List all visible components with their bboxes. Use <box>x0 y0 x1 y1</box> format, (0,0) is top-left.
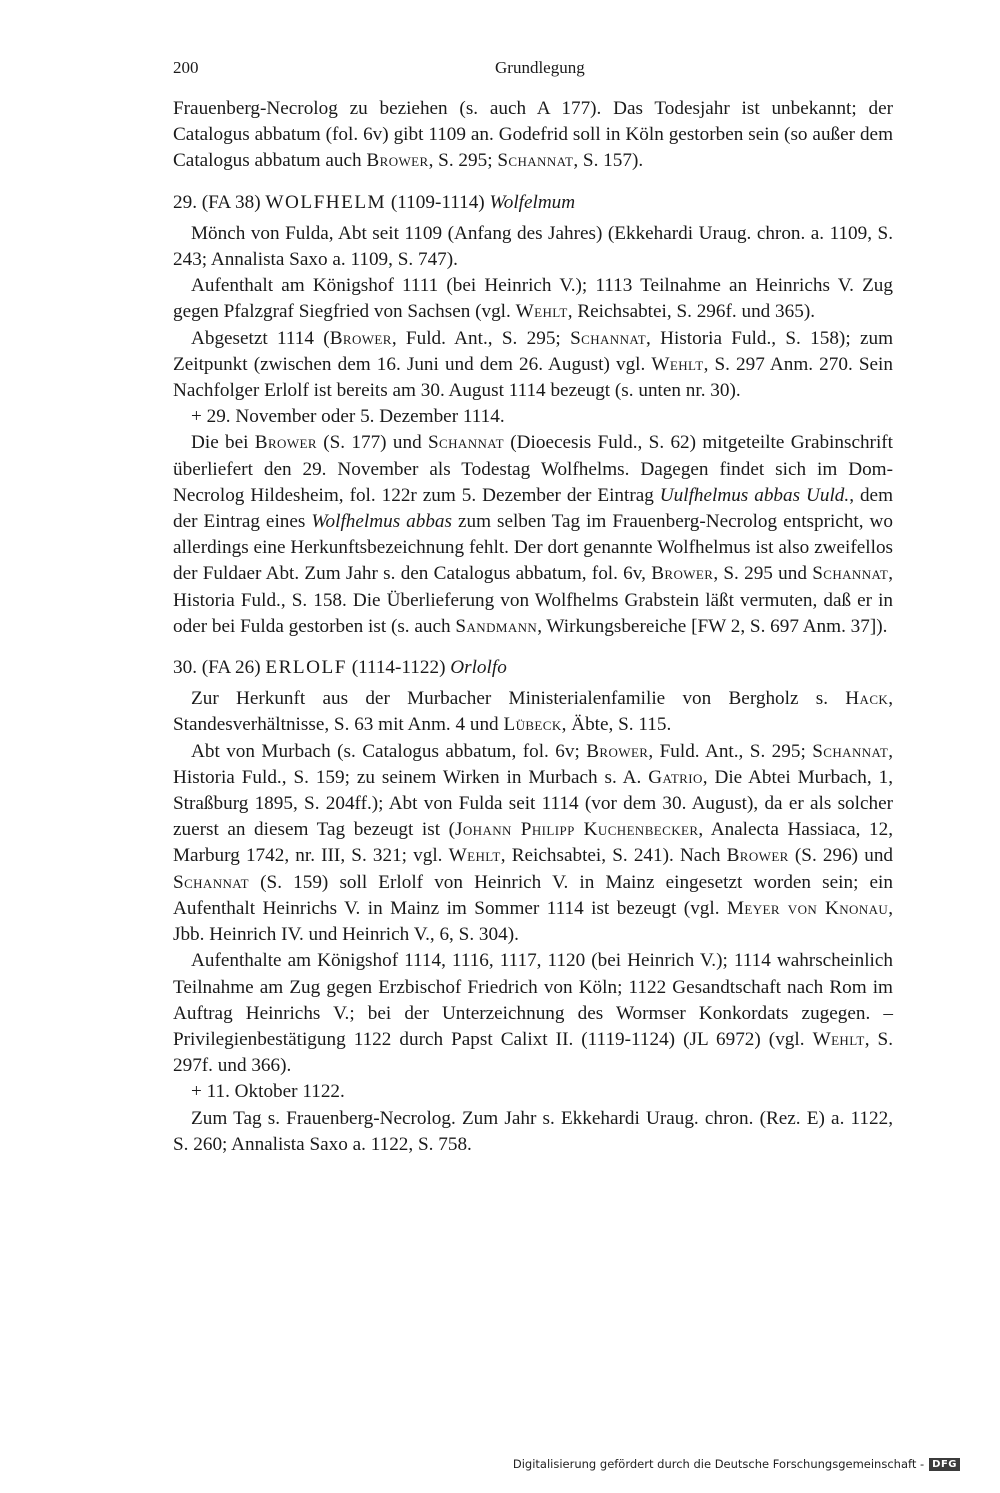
paragraph-wolfhelm-death: + 29. November oder 5. Dezember 1114. <box>191 406 505 428</box>
digitization-footer <box>513 1457 960 1471</box>
entry-heading-erlolf: 30. (FA 26) ERLOLF (1114-1122) Orlolfo <box>173 657 507 679</box>
page-header <box>173 58 893 84</box>
paragraph-erlolf-origin: Zur Herkunft aus der Murbacher Ministerialenfamilie von Bergholz s. Hack, Standesverhältnisse, S. 63 mit Anm. 4 und Lübeck, Äbte, S. 115. <box>173 688 893 736</box>
paragraph-wolfhelm-abbot: Mönch von Fulda, Abt seit 1109 (Anfang des Jahres) (Ekkehardi Uraug. chron. a. 1109, S. 243; Annalista Saxo a. 1109, S. 747). <box>173 222 893 271</box>
page-number: 200 <box>173 58 199 77</box>
paragraph-erlolf-sources: Zum Tag s. Frauenberg-Necrolog. Zum Jahr s. Ekkehardi Uraug. chron. (Rez. E) a. 1122, S. 260; Annalista Saxo a. 1122, S. 758. <box>173 1107 893 1155</box>
entry-heading-wolfhelm: 29. (FA 38) WOLFHELM (1109-1114) Wolfelmum <box>173 191 576 213</box>
paragraph-wolfhelm-deposed: Abgesetzt 1114 (Brower, Fuld. Ant., S. 295; Schannat, Historia Fuld., S. 158); zum Zeitpunkt (zwischen dem 16. Juni und dem 26. August) vgl. Wehlt, S. 297 Anm. 270. Sein Nachfolger Erlolf ist bereits am 30. August 1114 bezeugt (s. unten nr. 30). <box>173 327 893 402</box>
dfg-logo: DFG <box>929 1458 960 1471</box>
paragraph-wolfhelm-court: Aufenthalt am Königshof 1111 (bei Heinrich V.); 1113 Teilnahme an Heinrichs V. Zug gegen Pfalzgraf Siegfried von Sachsen (vgl. Wehlt, Reichsabtei, S. 296f. und 365). <box>173 275 893 323</box>
paragraph-erlolf-abbot: Abt von Murbach (s. Catalogus abbatum, fol. 6v; Brower, Fuld. Ant., S. 295; Schannat, Historia Fuld., S. 159; zu seinem Wirken in Murbach s. A. Gatrio, Die Abtei Murbach, 1, Straßburg 1895, S. 204ff.); Abt von Fulda seit 1114 (vor dem 30. August), da er als solcher zuerst an diesem Tag bezeugt ist (Johann Philipp Kuchenbecker, Analecta Hassiaca, 12, Marburg 1742, nr. III, S. 321; vgl. Wehlt, Reichsabtei, S. 241). Nach Brower (S. 296) und Schannat (S. 159) soll Erlolf von Heinrich V. in Mainz eingesetzt worden sein; ein Aufenthalt Heinrichs V. in Mainz im Sommer 1114 ist bezeugt (vgl. Meyer von Knonau, Jbb. Heinrich IV. und Heinrich V., 6, S. 304). <box>173 740 894 946</box>
running-head: Grundlegung <box>495 58 585 77</box>
paragraph-erlolf-death: + 11. Oktober 1122. <box>191 1081 345 1103</box>
page-body <box>173 96 893 1158</box>
footer-text: Digitalisierung gefördert durch die Deutsche Forschungsgemeinschaft - <box>512 1457 925 1471</box>
paragraph-godefrid-end: Frauenberg-Necrolog zu beziehen (s. auch A 177). Das Todesjahr ist unbekannt; der Catalogus abbatum (fol. 6v) gibt 1109 an. Godefrid soll in Köln gestorben sein (so außer dem Catalogus abbatum auch Brower, S. 295; Schannat, S. 157). <box>173 98 893 172</box>
paragraph-wolfhelm-grave: Die bei Brower (S. 177) und Schannat (Dioecesis Fuld., S. 62) mitgeteilte Grabinschrift überliefert den 29. November als Todestag Wolfhelms. Dagegen findet sich im Dom-Necrolog Hildesheim, fol. 122r zum 5. Dezember der Eintrag Uulfhelmus abbas Uuld., dem der Eintrag eines Wolfhelmus abbas zum selben Tag im Frauenberg-Necrolog entspricht, wo allerdings eine Herkunftsbezeichnung fehlt. Der dort genannte Wolfhelmus ist also zweifellos der Fuldaer Abt. Zum Jahr s. den Catalogus abbatum, fol. 6v, Brower, S. 295 und Schannat, Historia Fuld., S. 158. Die Überlieferung von Wolfhelms Grabstein läßt vermuten, daß er in oder bei Fulda gestorben ist (s. auch Sandmann, Wirkungsbereiche [FW 2, S. 697 Anm. 37]). <box>173 432 894 637</box>
paragraph-erlolf-court: Aufenthalte am Königshof 1114, 1116, 1117, 1120 (bei Heinrich V.); 1114 wahrscheinlich Teilnahme am Zug gegen Erzbischof Friedrich von Köln; 1122 Gesandtschaft nach Rom im Auftrag Heinrichs V.; bei der Unterzeichnung des Wormser Konkordats zugegen. – Privilegienbestätigung 1122 durch Papst Calixt II. (1119-1124) (JL 6972) (vgl. Wehlt, S. 297f. und 366). <box>173 950 894 1077</box>
